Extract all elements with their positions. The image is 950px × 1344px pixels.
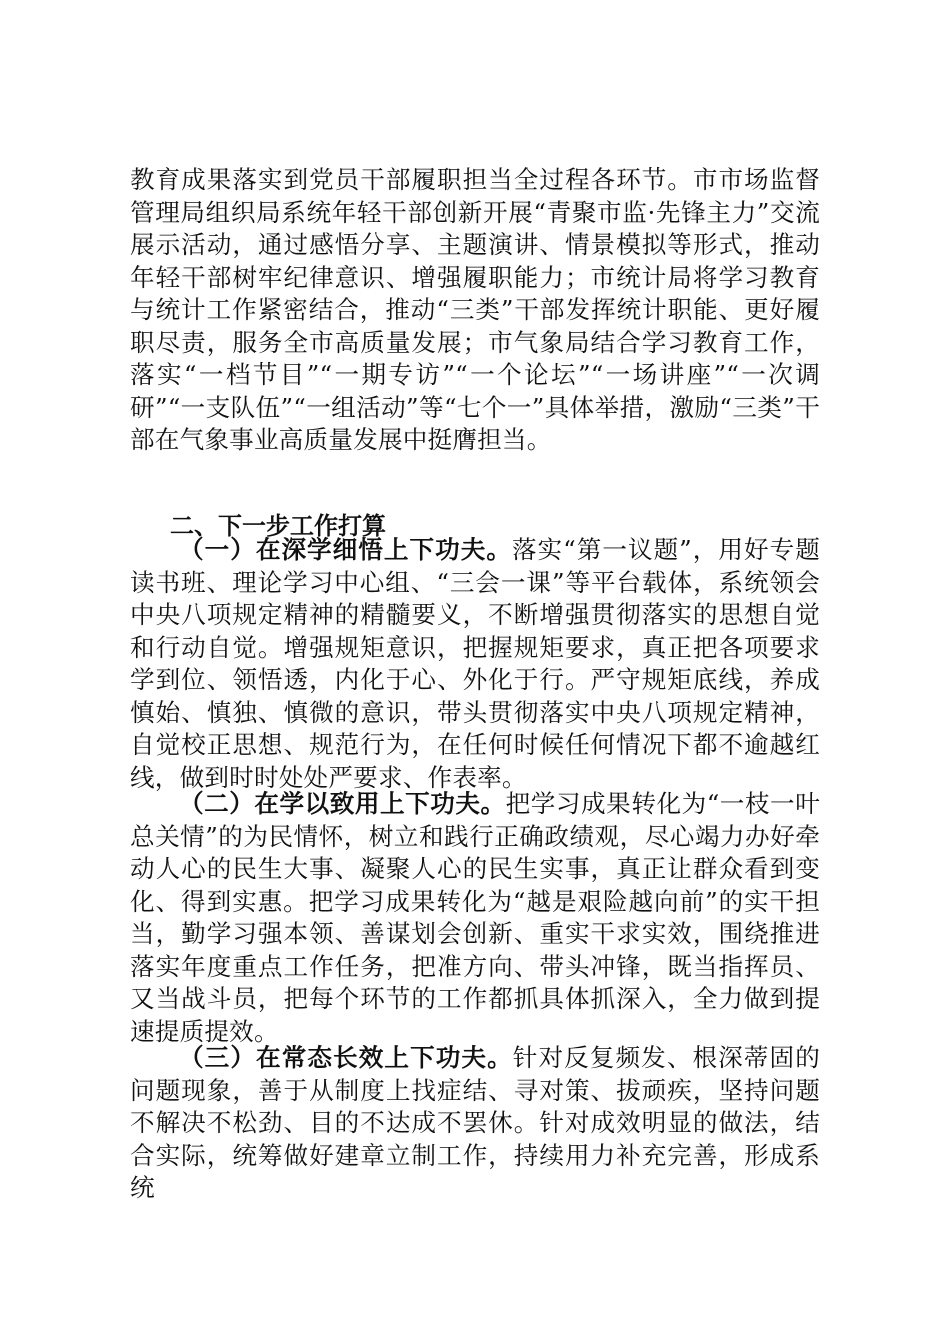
plan-item-2-body: 把学习成果转化为“一枝一叶总关情”的为民情怀，树立和践行正确政绩观，尽心竭力办好牵动人心的民生大事、凝聚人心的民生实事，真正让群众看到变化、得到实惠。把学习成果转化为“越是艰险越向前”的实干担当，勤学习强本领、善谋划会创新、重实干求实效，围绕推进落实年度重点工作任务，把准方向、带头冲锋，既当指挥员、又当战斗员，把每个环节的工作都抓具体抓深入，全力做到提速提质提效。: [130, 789, 820, 1046]
plan-item-2-lead: （二）在学以致用上下功夫。: [179, 789, 506, 818]
plan-item-1-body: 落实“第一议题”，用好专题读书班、理论学习中心组、“三会一课”等平台载体，系统领会中央八项规定精神的精髓要义，不断增强贯彻落实的思想自觉和行动自觉。增强规矩意识，把握规矩要求，真正把各项要求学到位、领悟透，内化于心、外化于行。严守规矩底线，养成慎始、慎独、慎微的意识，带头贯彻落实中央八项规定精神，自觉校正思想、规范行为，在任何时候任何情况下都不逾越红线，做到时时处处严要求、作表率。: [130, 535, 821, 792]
paragraph-continuation: 教育成果落实到党员干部履职担当全过程各环节。市市场监督管理局组织局系统年轻干部创新开展“青聚市监·先锋主力”交流展示活动，通过感悟分享、主题演讲、情景模拟等形式，推动年轻干部树牢纪律意识、增强履职能力；市统计局将学习教育与统计工作紧密结合，推动“三类”干部发挥统计职能、更好履职尽责，服务全市高质量发展；市气象局结合学习教育工作，落实“一档节目”“一期专访”“一个论坛”“一场讲座”“一次调研”“一支队伍”“一组活动”等“七个一”具体举措，激励“三类”干部在气象事业高质量发展中挺膺担当。: [130, 165, 820, 454]
plan-item-2: [130, 788, 820, 1048]
plan-item-1: [130, 534, 820, 794]
plan-item-3-lead: （三）在常态长效上下功夫。: [179, 1043, 513, 1072]
plan-item-3-body: 针对反复频发、根深蒂固的问题现象，善于从制度上找症结、寻对策、拔顽疾，坚持问题不解决不松劲、目的不达成不罢休。针对成效明显的做法，结合实际，统筹做好建章立制工作，持续用力补充完善，形成系统: [130, 1043, 820, 1202]
section-heading: 二、下一步工作打算: [170, 512, 386, 540]
plan-item-1-lead: （一）在深学细悟上下功夫。: [179, 535, 512, 564]
plan-item-3: [130, 1042, 820, 1205]
